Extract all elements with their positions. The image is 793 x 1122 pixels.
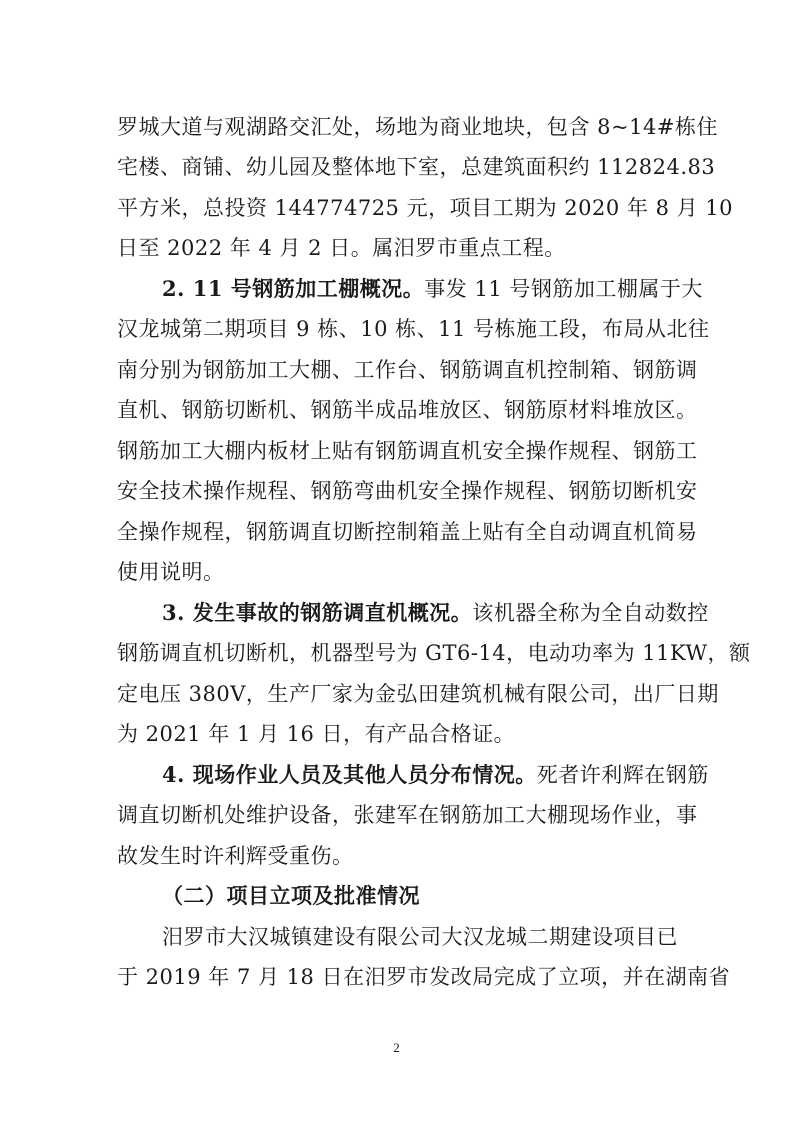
section-3-line-3: 为 2021 年 1 月 16 日，有产品合格证。 — [117, 722, 516, 747]
section-4-heading: 4. 现场作业人员及其他人员分布情况。 — [162, 761, 537, 787]
section-2-line-7: 使用说明。 — [117, 560, 225, 585]
intro-line-4: 日至 2022 年 4 月 2 日。属汨罗市重点工程。 — [117, 236, 566, 261]
section-3-line-2: 定电压 380V，生产厂家为金弘田建筑机械有限公司，出厂日期 — [117, 681, 719, 706]
page-number: 2 — [393, 1040, 400, 1055]
section-2-first-line — [0, 274, 793, 304]
section-3-first-text: 该机器全称为全自动数控 — [472, 600, 709, 625]
intro-line-1: 罗城大道与观湖路交汇处，场地为商业地块，包含 8~14#栋住 — [117, 115, 718, 139]
section-2-line-3: 直机、钢筋切断机、钢筋半成品堆放区、钢筋原材料堆放区。 — [117, 398, 698, 423]
section-2-line-6: 全操作规程，钢筋调直切断控制箱盖上贴有全自动调直机简易 — [117, 519, 698, 544]
section-2-line-5: 安全技术操作规程、钢筋弯曲机安全操作规程、钢筋切断机安 — [117, 479, 698, 504]
section-3-first-line — [0, 598, 793, 628]
final-paragraph-line-2: 于 2019 年 7 月 18 日在汨罗市发改局完成了立项，并在湖南省 — [117, 965, 731, 989]
section-2-heading: 2. 11 号钢筋加工棚概况。 — [162, 275, 425, 301]
section-3-line-1: 钢筋调直机切断机，机器型号为 GT6-14，电动功率为 11KW，额 — [117, 641, 751, 666]
section-3-heading: 3. 发生事故的钢筋调直机概况。 — [162, 599, 473, 625]
section-2-line-2: 南分别为钢筋加工大棚、工作台、钢筋调直机控制箱、钢筋调 — [117, 357, 698, 382]
section-4-line-1: 调直切断机处维护设备，张建军在钢筋加工大棚现场作业，事 — [117, 803, 698, 828]
final-paragraph-line-1: 汨罗市大汉城镇建设有限公司大汉龙城二期建设项目已 — [162, 924, 678, 949]
section-4-first-text: 死者许利辉在钢筋 — [536, 762, 709, 787]
section-2-line-1: 汉龙城第二期项目 9 栋、10 栋、11 号栋施工段，布局从北往 — [117, 317, 710, 342]
section-2-line-4: 钢筋加工大棚内板材上贴有钢筋调直机安全操作规程、钢筋工 — [117, 438, 698, 463]
intro-line-2: 宅楼、商铺、幼儿园及整体地下室，总建筑面积约 112824.83 — [117, 155, 716, 180]
section-4-first-line — [0, 760, 793, 790]
subsection-2-heading: （二）项目立项及批准情况 — [162, 883, 420, 909]
intro-line-3: 平方米，总投资 144774725 元，项目工期为 2020 年 8 月 10 — [117, 195, 733, 220]
section-2-first-text: 事发 11 号钢筋加工棚属于大 — [424, 276, 703, 301]
section-4-line-2: 故发生时许利辉受重伤。 — [117, 843, 354, 868]
